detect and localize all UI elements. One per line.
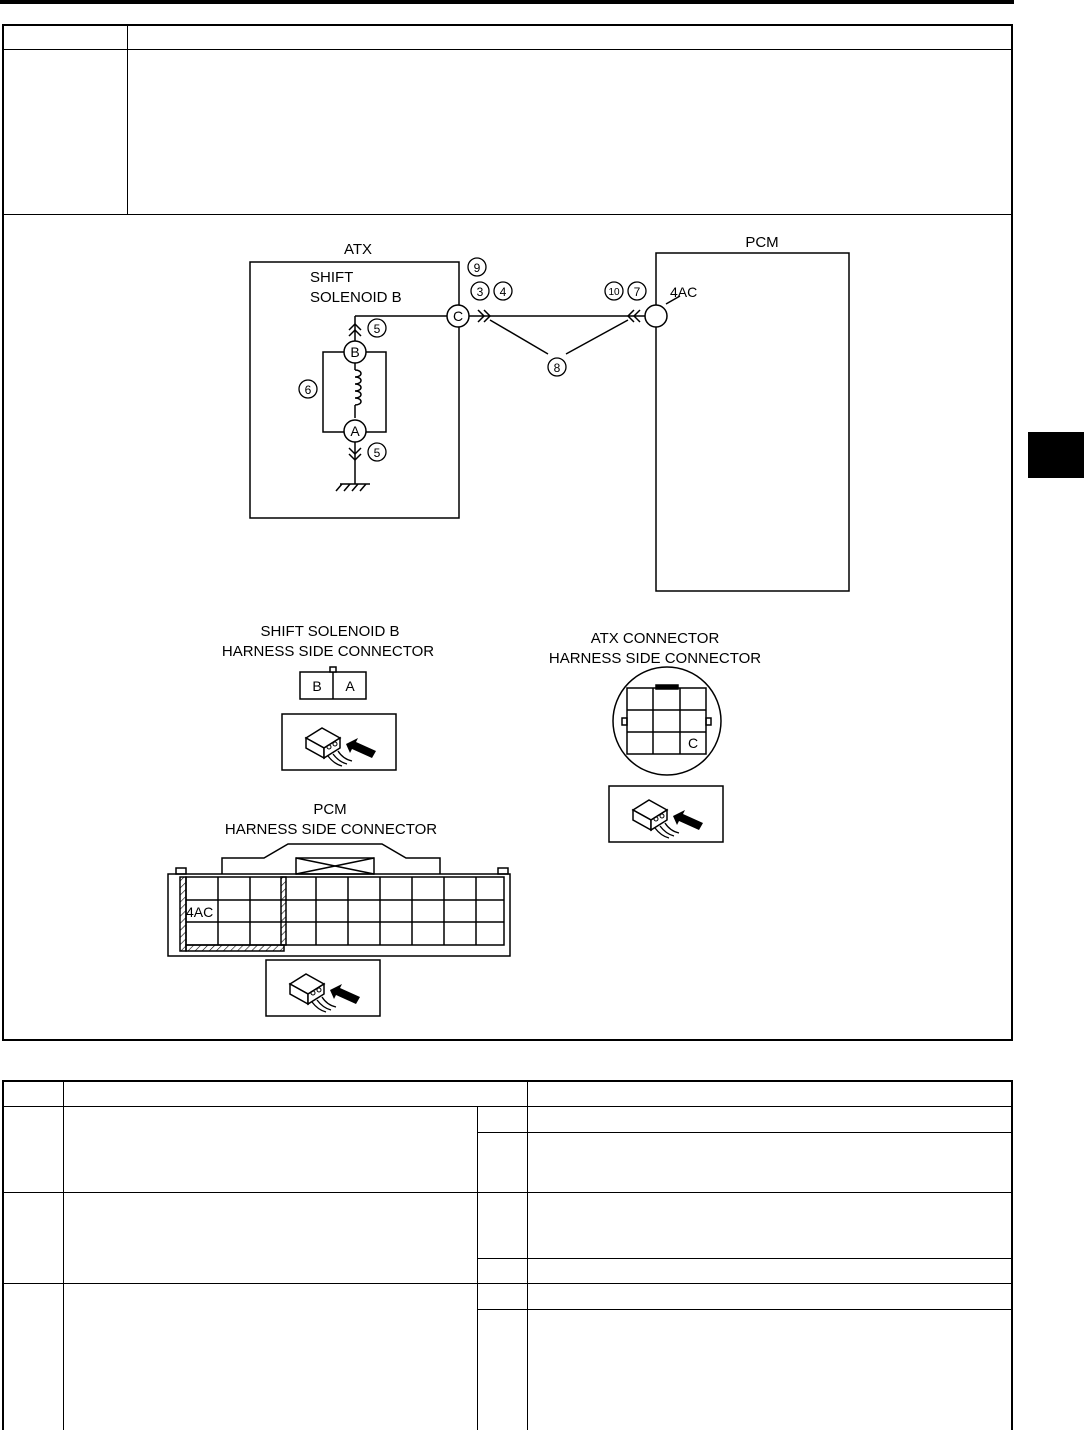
atx-connector-title-1: ATX CONNECTOR [590, 630, 720, 647]
pcm-plug-icon [266, 960, 380, 1016]
step-9: 9 [473, 261, 481, 275]
terminal-a-label: A [350, 423, 360, 439]
solenoid-connector-face [300, 667, 366, 699]
step-3: 3 [476, 285, 484, 299]
solenoid-label-line2: SOLENOID B [310, 289, 402, 306]
terminal-b-marker [344, 341, 366, 363]
step-6: 6 [304, 383, 312, 397]
pcm-title: PCM [745, 234, 779, 251]
solenoid-connector-title-2: HARNESS SIDE CONNECTOR [221, 643, 435, 660]
step-4: 4 [499, 285, 507, 299]
harness-wires [469, 296, 680, 354]
pcm-connector-title-1: PCM [313, 801, 347, 818]
solenoid-pin-a: A [345, 678, 355, 694]
step-8: 8 [553, 361, 561, 375]
pcm-terminal-marker [645, 305, 667, 327]
step-7: 7 [633, 285, 641, 299]
atx-plug-icon [609, 786, 723, 842]
solenoid-pin-b: B [312, 678, 322, 694]
atx-connector-title-2: HARNESS SIDE CONNECTOR [548, 650, 762, 667]
solenoid-plug-icon [282, 714, 396, 770]
step-5-lower: 5 [373, 446, 381, 460]
pcm-connector-face [168, 844, 510, 956]
terminal-b-label: B [350, 344, 360, 360]
terminal-a-marker [344, 420, 366, 442]
solenoid-connector-title-1: SHIFT SOLENOID B [260, 623, 400, 640]
atx-connector-pin-c: C [687, 735, 699, 751]
pcm-box [656, 253, 849, 591]
pcm-terminal-label: 4AC [670, 284, 698, 300]
atx-connector-face [613, 667, 721, 775]
pcm-connector-title-2: HARNESS SIDE CONNECTOR [224, 821, 438, 838]
step-10: 10 [608, 287, 620, 298]
terminal-c-label: C [452, 308, 464, 324]
atx-title: ATX [343, 241, 373, 258]
solenoid-circuit [323, 316, 447, 491]
pcm-connector-pin-4ac: 4AC [186, 904, 214, 920]
terminal-c-marker [447, 305, 469, 327]
solenoid-label-line1: SHIFT [310, 269, 354, 286]
step-5-upper: 5 [373, 322, 381, 336]
